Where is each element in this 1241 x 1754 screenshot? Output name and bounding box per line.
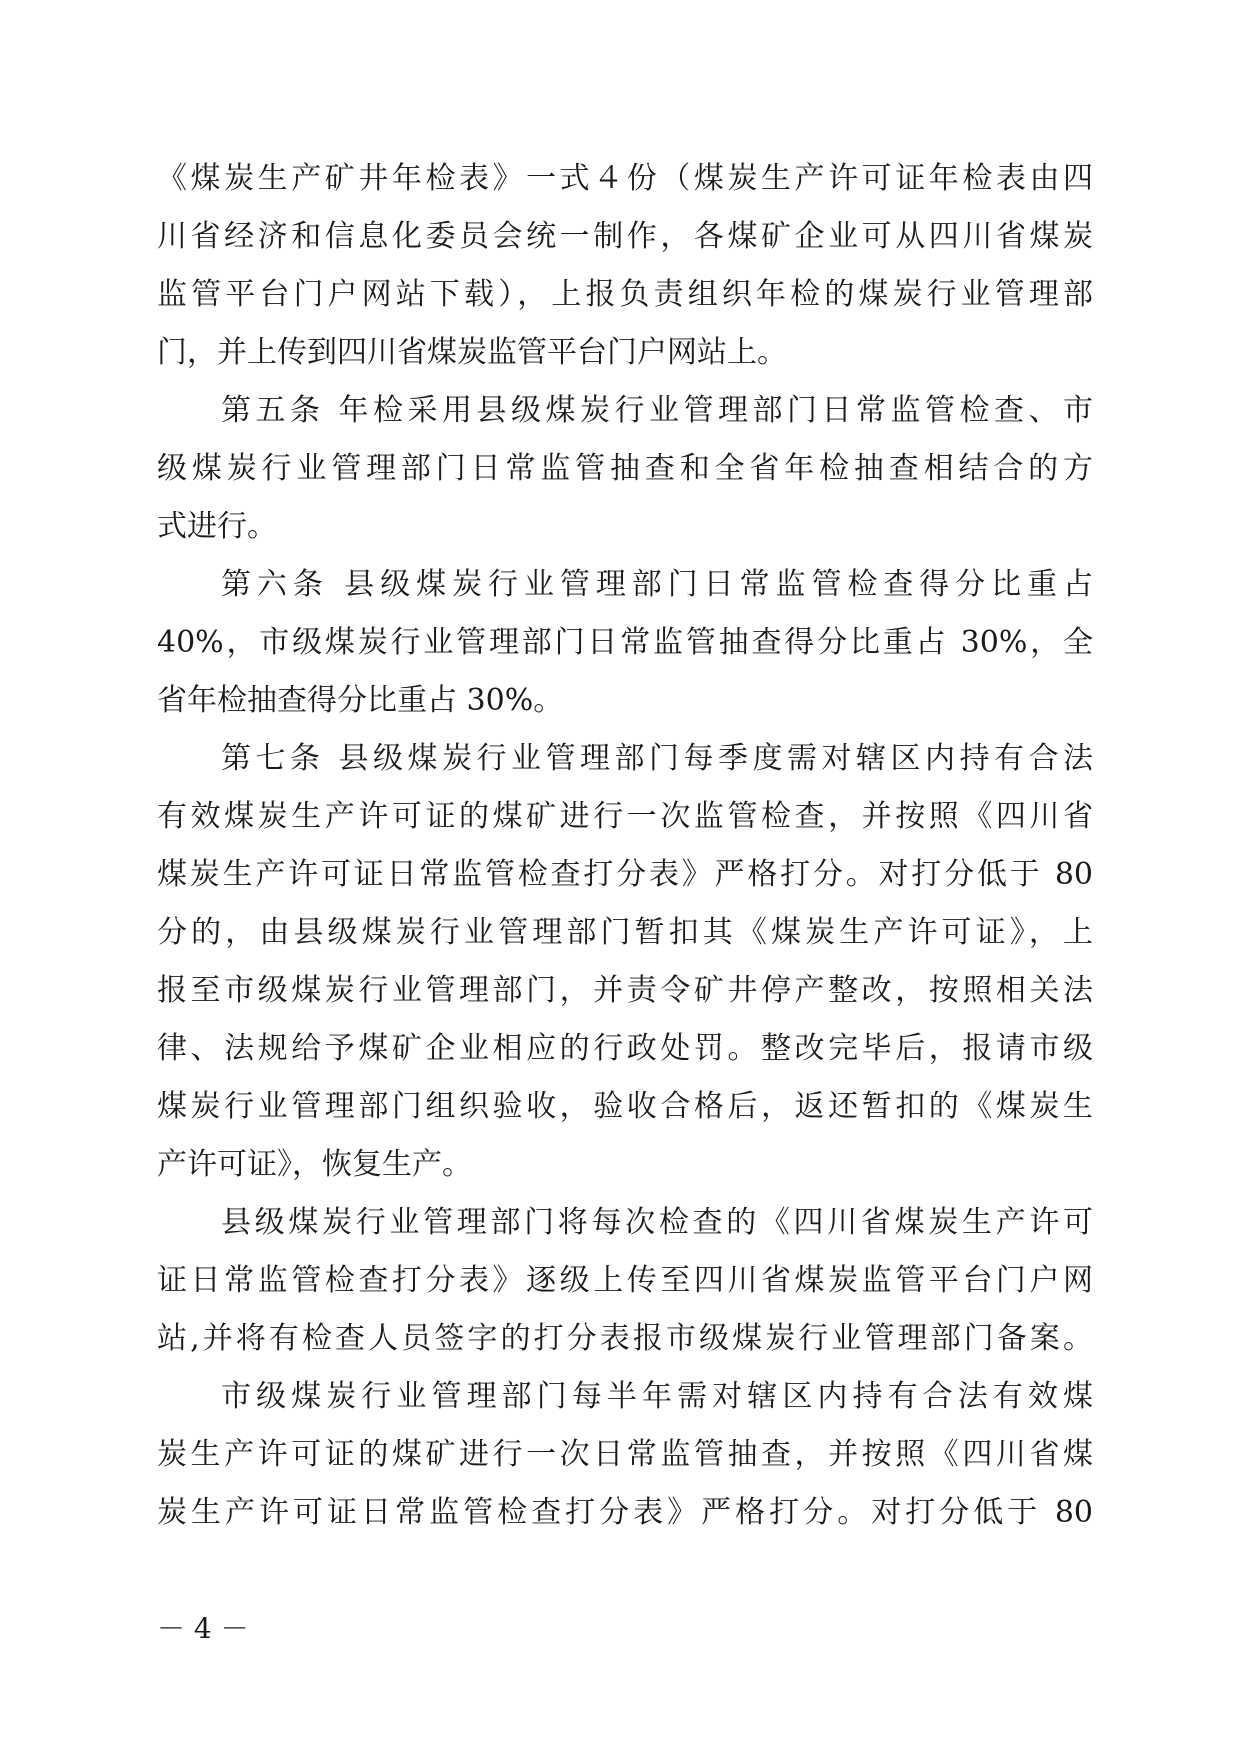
- paragraph-first-line: 第六条 县级煤炭行业管理部门日常监管检查得分比重占: [221, 567, 1093, 602]
- text-line: 律、法规给予煤矿企业相应的行政处罚。整改完毕后，报请市级: [157, 1031, 1093, 1066]
- text-line: 有效煤炭生产许可证的煤矿进行一次监管检查，并按照《四川省: [157, 799, 1093, 834]
- text-line: 炭生产许可证日常监管检查打分表》严格打分。对打分低于 80: [157, 1495, 1093, 1530]
- text-line: 报至市级煤炭行业管理部门，并责令矿井停产整改，按照相关法: [157, 973, 1093, 1008]
- text-line: 式进行。: [157, 509, 277, 544]
- text-line: 监管平台门户网站下载），上报负责组织年检的煤炭行业管理部: [157, 277, 1093, 312]
- page-number: － 4 －: [157, 1612, 249, 1645]
- text-line: 煤炭行业管理部门组织验收，验收合格后，返还暂扣的《煤炭生: [157, 1089, 1093, 1124]
- text-line: 门，并上传到四川省煤炭监管平台门户网站上。: [157, 335, 787, 370]
- text-line: 产许可证》，恢复生产。: [157, 1147, 472, 1182]
- text-line: 炭生产许可证的煤矿进行一次日常监管抽查，并按照《四川省煤: [157, 1437, 1093, 1472]
- text-line: 省年检抽查得分比重占 30%。: [157, 683, 564, 718]
- text-line: 级煤炭行业管理部门日常监管抽查和全省年检抽查相结合的方: [157, 451, 1093, 486]
- text-line: 证日常监管检查打分表》逐级上传至四川省煤炭监管平台门户网: [157, 1263, 1093, 1298]
- paragraph-first-line: 第七条 县级煤炭行业管理部门每季度需对辖区内持有合法: [221, 741, 1093, 776]
- text-line: 分的，由县级煤炭行业管理部门暂扣其《煤炭生产许可证》，上: [157, 915, 1093, 950]
- paragraph-first-line: 第五条 年检采用县级煤炭行业管理部门日常监管检查、市: [221, 393, 1093, 428]
- text-line: 《煤炭生产矿井年检表》一式４份（煤炭生产许可证年检表由四: [157, 161, 1093, 196]
- paragraph-first-line: 市级煤炭行业管理部门每半年需对辖区内持有合法有效煤: [221, 1379, 1093, 1414]
- paragraph-first-line: 县级煤炭行业管理部门将每次检查的《四川省煤炭生产许可: [221, 1205, 1093, 1240]
- text-line: 40%，市级煤炭行业管理部门日常监管抽查得分比重占 30%，全: [157, 625, 1093, 660]
- text-line: 川省经济和信息化委员会统一制作，各煤矿企业可从四川省煤炭: [157, 219, 1093, 254]
- text-line: 煤炭生产许可证日常监管检查打分表》严格打分。对打分低于 80: [157, 857, 1093, 892]
- text-line: 站,并将有检查人员签字的打分表报市级煤炭行业管理部门备案。: [157, 1321, 1093, 1356]
